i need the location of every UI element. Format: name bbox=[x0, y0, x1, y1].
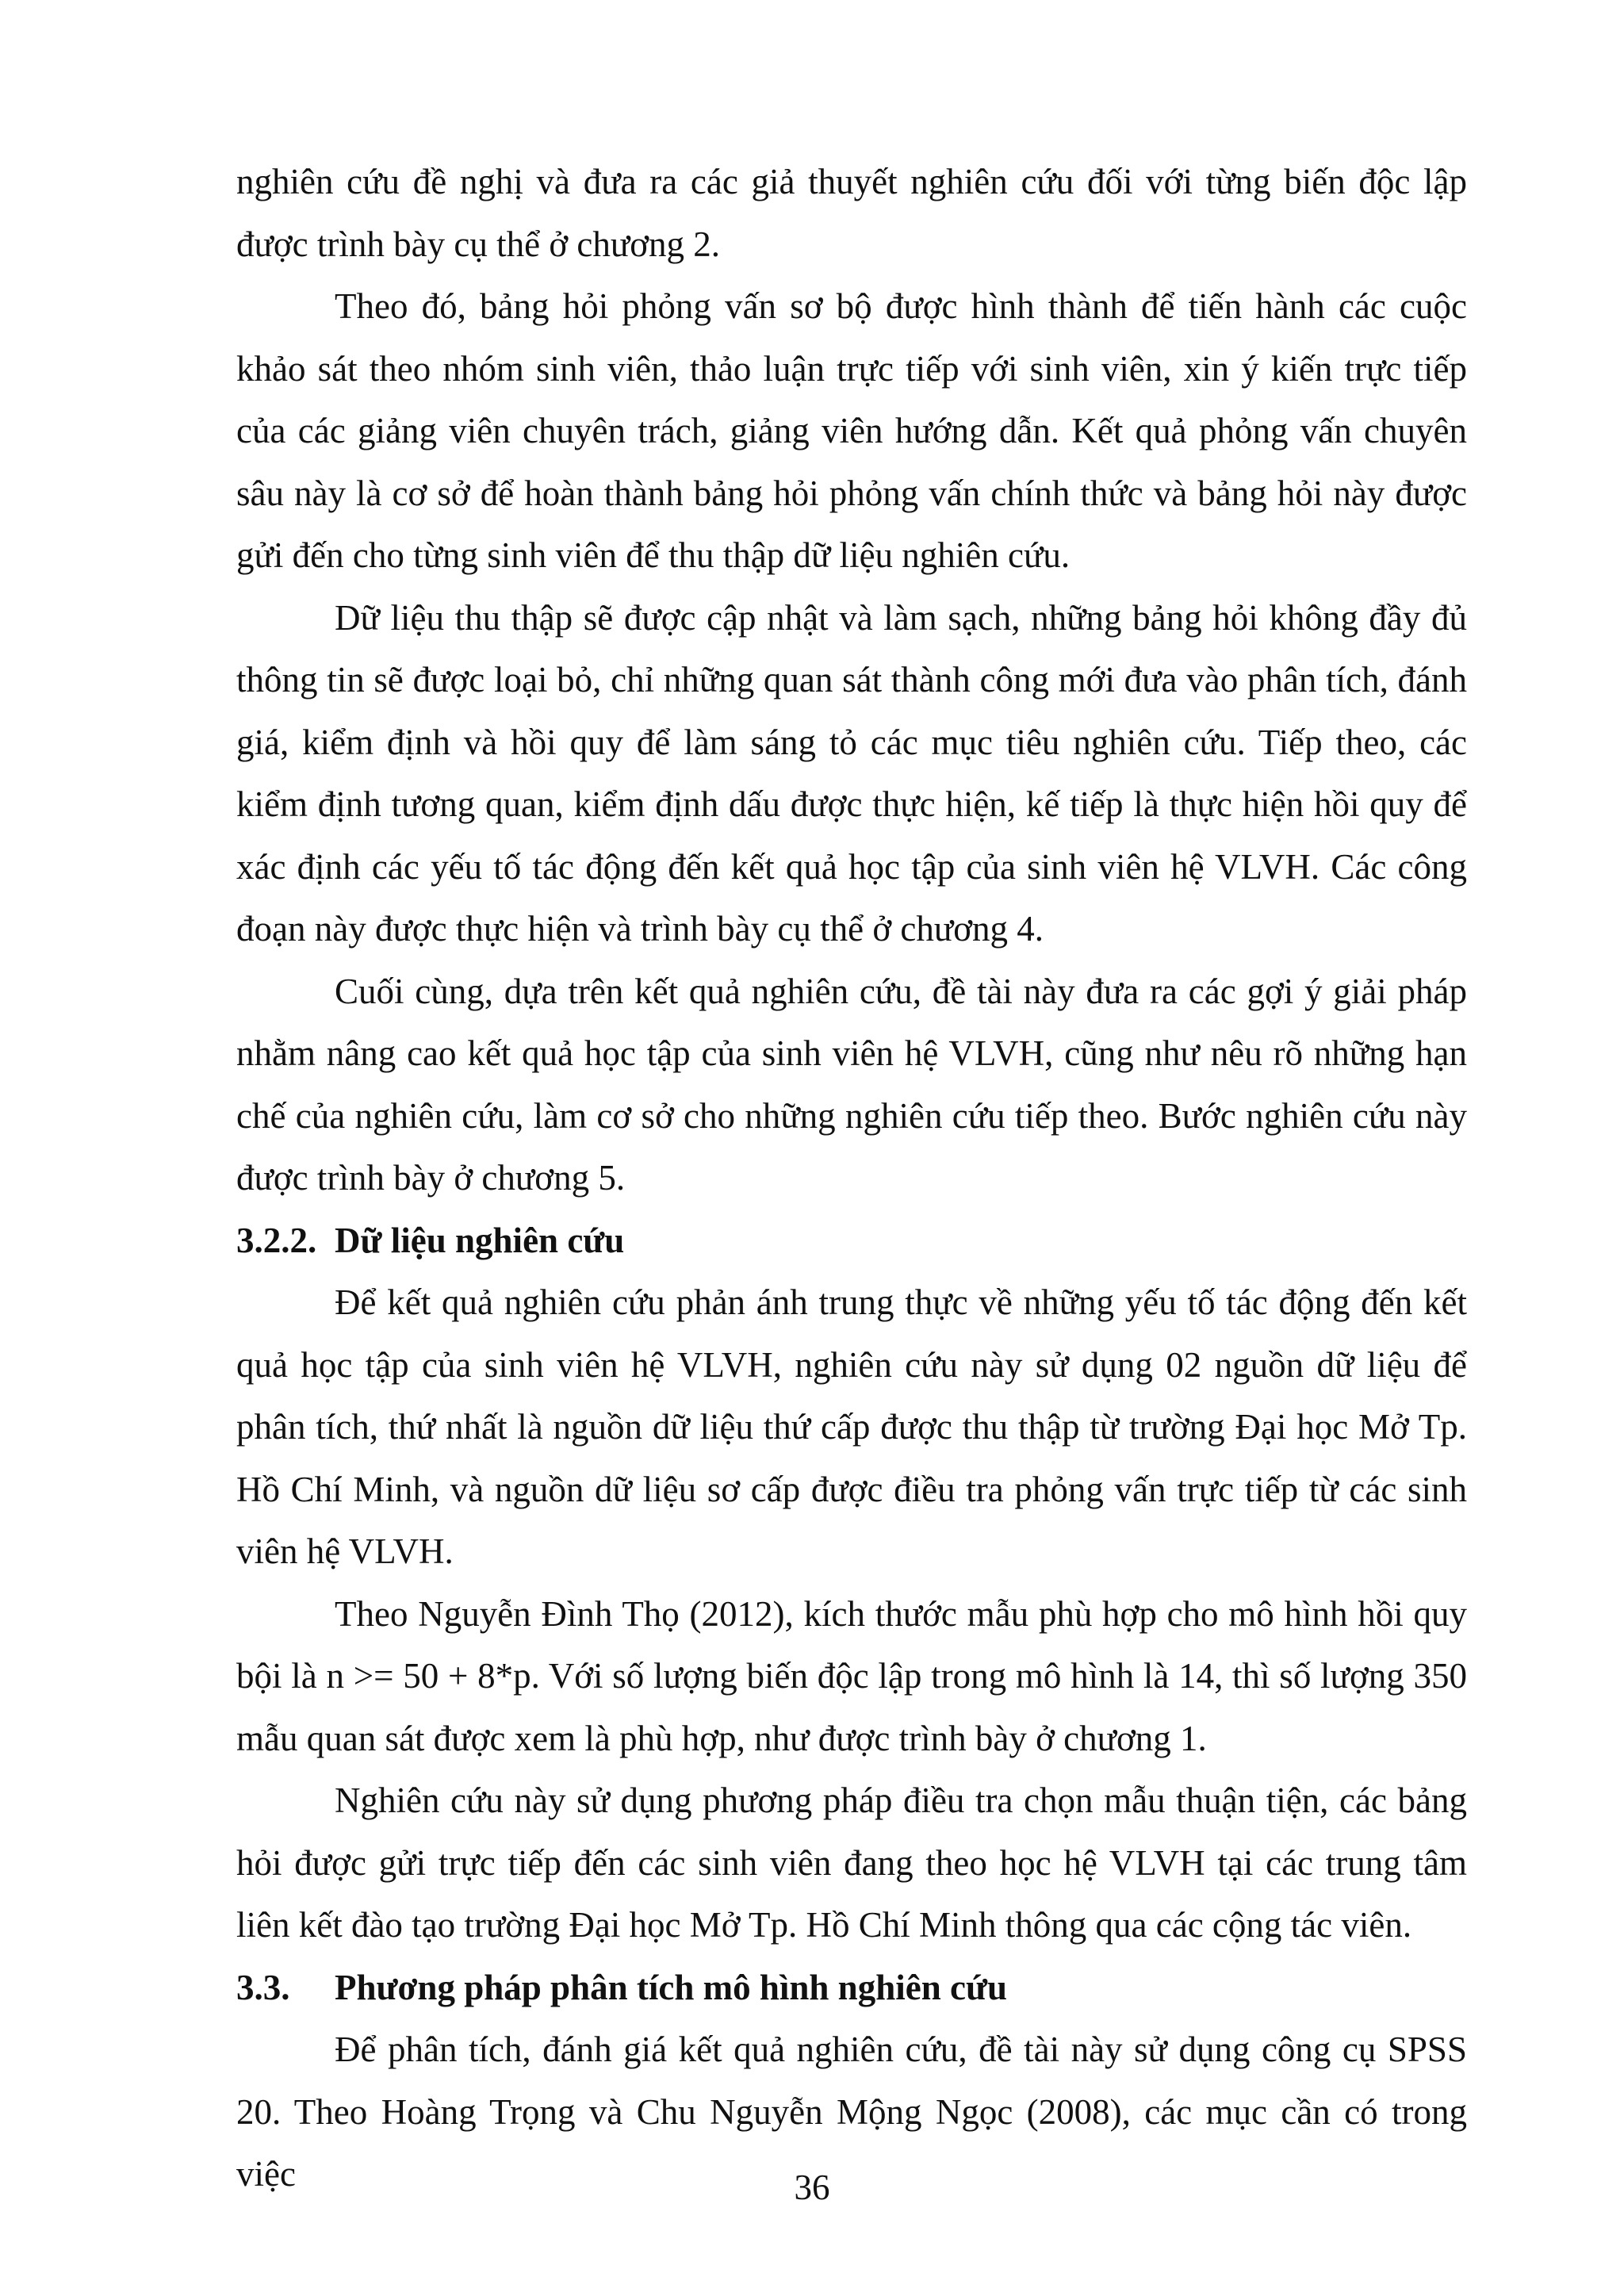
document-page bbox=[236, 151, 1467, 2206]
section-title: Phương pháp phân tích mô hình nghiên cứu bbox=[335, 1967, 1007, 2007]
paragraph: Để phân tích, đánh giá kết quả nghiên cứu, đề tài này sử dụng công cụ SPSS 20. Theo Hoàng Trọng và Chu Nguyễn Mộng Ngọc (2008), các mục cần có trong việc bbox=[236, 2030, 1467, 2194]
section-number: 3.2.2. bbox=[236, 1220, 317, 1260]
section-heading bbox=[236, 1957, 1467, 2019]
paragraph: Dữ liệu thu thập sẽ được cập nhật và làm sạch, những bảng hỏi không đầy đủ thông tin sẽ được loại bỏ, chỉ những quan sát thành công mới đưa vào phân tích, đánh giá, kiểm định và hồi quy để làm sáng tỏ các mục tiêu nghiên cứu. Tiếp theo, các kiểm định tương quan, kiểm định dấu được thực hiện, kế tiếp là thực hiện hồi quy để xác định các yếu tố tác động đến kết quả học tập của sinh viên hệ VLVH. Các công đoạn này được thực hiện và trình bày cụ thể ở chương 4. bbox=[236, 597, 1467, 949]
section-title: Dữ liệu nghiên cứu bbox=[335, 1220, 625, 1260]
paragraph: Theo Nguyễn Đình Thọ (2012), kích thước mẫu phù hợp cho mô hình hồi quy bội là n >= 50 + 8*p. Với số lượng biến độc lập trong mô hình là 14, thì số lượng 350 mẫu quan sát được xem là phù hợp, như được trình bày ở chương 1. bbox=[236, 1593, 1467, 1758]
paragraph: nghiên cứu đề nghị và đưa ra các giả thuyết nghiên cứu đối với từng biến độc lập được trình bày cụ thể ở chương 2. bbox=[236, 162, 1467, 264]
paragraph: Cuối cùng, dựa trên kết quả nghiên cứu, đề tài này đưa ra các gợi ý giải pháp nhằm nâng cao kết quả học tập của sinh viên hệ VLVH, cũng như nêu rõ những hạn chế của nghiên cứu, làm cơ sở cho những nghiên cứu tiếp theo. Bước nghiên cứu này được trình bày ở chương 5. bbox=[236, 971, 1467, 1198]
paragraph: Để kết quả nghiên cứu phản ánh trung thực về những yếu tố tác động đến kết quả học tập của sinh viên hệ VLVH, nghiên cứu này sử dụng 02 nguồn dữ liệu để phân tích, thứ nhất là nguồn dữ liệu thứ cấp được thu thập từ trường Đại học Mở Tp. Hồ Chí Minh, và nguồn dữ liệu sơ cấp được điều tra phỏng vấn trực tiếp từ các sinh viên hệ VLVH. bbox=[236, 1282, 1467, 1571]
page-number: 36 bbox=[794, 2168, 830, 2207]
paragraph: Theo đó, bảng hỏi phỏng vấn sơ bộ được hình thành để tiến hành các cuộc khảo sát theo nhóm sinh viên, thảo luận trực tiếp với sinh viên, xin ý kiến trực tiếp của các giảng viên chuyên trách, giảng viên hướng dẫn. Kết quả phỏng vấn chuyên sâu này là cơ sở để hoàn thành bảng hỏi phỏng vấn chính thức và bảng hỏi này được gửi đến cho từng sinh viên để thu thập dữ liệu nghiên cứu. bbox=[236, 286, 1467, 575]
paragraph: Nghiên cứu này sử dụng phương pháp điều tra chọn mẫu thuận tiện, các bảng hỏi được gửi trực tiếp đến các sinh viên đang theo học hệ VLVH tại các trung tâm liên kết đào tạo trường Đại học Mở Tp. Hồ Chí Minh thông qua các cộng tác viên. bbox=[236, 1780, 1467, 1945]
section-number: 3.3. bbox=[236, 1967, 290, 2007]
section-heading bbox=[236, 1209, 1467, 1272]
